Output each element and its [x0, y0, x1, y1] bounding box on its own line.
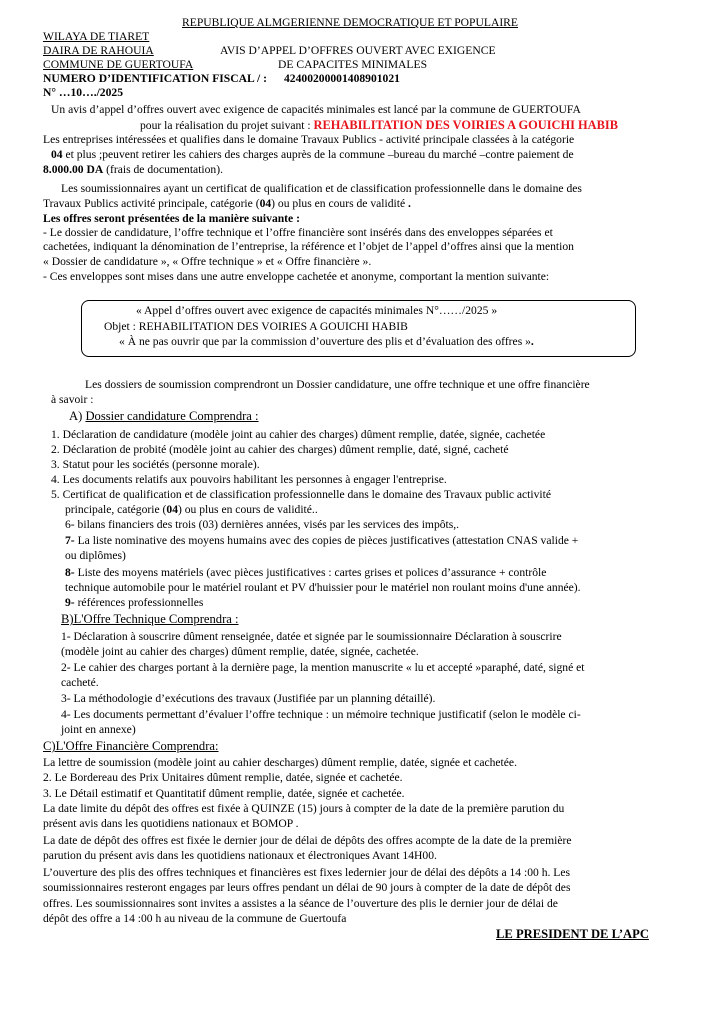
intro-line-1: Un avis d’appel d’offres ouvert avec exigence de capacités minimales est lancé par la commune de GUERTOUFA [51, 103, 581, 116]
section-c-heading: C)L'Offre Financière Comprendra: [43, 739, 219, 753]
republique-heading: REPUBLIQUE ALMGERIENNE DEMOCRATIQUE ET POPULAIRE [182, 16, 518, 29]
item-8-text: Liste des moyens matériels (avec pièces justificatives : cartes grises et polices d’assurance + contrôle [74, 566, 547, 579]
intro-line-7-c: ) ou plus en cours de validité [271, 197, 408, 210]
item-9-text: références professionnelles [74, 596, 204, 609]
section-b-line-7: joint en annexe) [61, 723, 136, 736]
category-number: 04 [51, 148, 63, 161]
section-b-line-2: (modèle joint au cahier des charges) dûment remplie, datée, signée, cachetée. [61, 645, 419, 658]
box-line-3-end: . [530, 335, 534, 348]
section-a-item-5: 5. Certificat de qualification et de classification professionnelle dans le domaine des Travaux public activité [51, 488, 551, 501]
section-c-line-2: 2. Le Bordereau des Prix Unitaires dûment remplie, datée, signée et cachetée. [43, 771, 403, 784]
avis-title-1: AVIS D’APPEL D’OFFRES OUVERT AVEC EXIGENCE [220, 44, 496, 57]
section-a-item-8 [65, 566, 546, 580]
section-a-item-9 [65, 596, 203, 610]
section-a-item-4: 4. Les documents relatifs aux pouvoirs habilitant les personnes à engager l'entreprise. [51, 473, 447, 486]
section-a-item-7 [65, 534, 578, 548]
item-5-l2-a: principale, catégorie ( [65, 503, 167, 516]
section-a-item-5-continued [65, 503, 318, 517]
box-line-2: Objet : REHABILITATION DES VOIRIES A GOUICHI HABIB [104, 320, 408, 333]
section-b-line-1: 1- Déclaration à souscrire dûment renseignée, datée et signée par le soumissionnaire Déclaration à souscrire [61, 630, 562, 643]
section-c-line-5: présent avis dans les quotidiens nationaux et BOMOP . [43, 817, 299, 830]
intro-line-3: Les entreprises intéressées et qualifies dans le domaine Travaux Publics - activité principale classées à la catégorie [43, 133, 575, 146]
section-a-item-3: 3. Statut pour les sociétés (personne morale). [51, 458, 260, 471]
intro-line-7-d: . [408, 197, 411, 210]
project-name: REHABILITATION DES VOIRIES A GOUICHI HABIB [313, 118, 618, 132]
intro-line-9: - Le dossier de candidature, l’offre technique et l’offre financière sont insérés dans des enveloppes séparées et [43, 226, 553, 239]
section-c-line-4: La date limite du dépôt des offres est fixée à QUINZE (15) jours à compter de la date de la première parution du [43, 802, 565, 815]
intro-line-2 [140, 118, 618, 133]
avis-number: N° …10…./2025 [43, 86, 123, 99]
section-c-line-7: parution du présent avis dans les quotidiens nationaux et électroniques Avant 14H00. [43, 849, 437, 862]
box-line-3-text: « À ne pas ouvrir que par la commission d’ouverture des plis et d’évaluation des offres » [119, 335, 531, 348]
section-a-prefix: A) [69, 409, 86, 423]
nif-value: 4240020000140890102​1 [284, 72, 400, 85]
section-c-line-9: soumissionnaires resteront engages par leurs offres pendant un délai de 90 jours à compter de la date de dépôt des [43, 881, 571, 894]
daira-line: DAIRA DE RAHOUIA [43, 44, 154, 57]
section-a-item-1: 1. Déclaration de candidature (modèle joint au cahier des charges) dûment remplie, datée, signée, cachetée [51, 428, 546, 441]
section-a-item-8-continued: technique automobile pour le matériel roulant et PV d'huissier pour le matériel non roulant moins d'une année). [65, 581, 581, 594]
section-c-line-10: offres. Les soumissionnaires sont invites a assistes a la séance de l’ouverture des plis le dernier jour de délai de [43, 897, 558, 910]
section-b-line-5: 3- La méthodologie d’exécutions des travaux (Justifiée par un planning détaillé). [61, 692, 436, 705]
section-a-item-6: 6- bilans financiers des trois (03) dernières années, visés par les services des impôts,. [65, 518, 460, 531]
documentation-fee: 8.000.00 DA [43, 163, 104, 176]
dossiers-line-1: Les dossiers de soumission comprendront un Dossier candidature, une offre technique et une offre financière [85, 378, 590, 391]
nif-label: NUMERO D’IDENTIFICATION FISCAL / : [43, 72, 267, 85]
section-a-item-2: 2. Déclaration de probité (modèle joint au cahier des charges) dûment remplie, daté, signé, cacheté [51, 443, 509, 456]
item-5-l2-b: 04 [166, 503, 178, 516]
item-7-text: La liste nominative des moyens humains avec des copies de pièces justificatives (attestation CNAS valide + [74, 534, 579, 547]
intro-line-12: - Ces enveloppes sont mises dans une autre enveloppe cachetée et anonyme, comportant la mention suivante: [43, 270, 550, 283]
section-a-item-7-continued: ou diplômes) [65, 549, 126, 562]
intro-line-10: cachetées, indiquant la dénomination de l’entreprise, la référence et l’objet de l’appel d’offres ainsi que la mention [43, 240, 574, 253]
wilaya-line: WILAYA DE TIARET [43, 30, 150, 43]
item-5-l2-c: ) ou plus en cours de validité.. [177, 503, 318, 516]
item-9-number: 9- [65, 596, 75, 609]
box-line-1: « Appel d’offres ouvert avec exigence de capacités minimales N°……/2025 » [136, 304, 498, 317]
item-7-number: 7- [65, 534, 75, 547]
section-a-heading [69, 409, 259, 423]
intro-line-4-text: et plus ;peuvent retirer les cahiers des charges auprès de la commune –bureau du marché –contre paiement de [62, 148, 574, 161]
intro-line-5-text: (frais de documentation). [103, 163, 223, 176]
intro-line-2-prefix: pour la réalisation du projet suivant : [140, 119, 314, 132]
presentation-heading: Les offres seront présentées de la manière suivante : [43, 212, 300, 225]
section-a-title: Dossier candidature Comprendra : [85, 409, 259, 423]
box-line-3 [119, 335, 534, 349]
signature: LE PRESIDENT DE L’APC [496, 927, 649, 941]
section-c-line-1: La lettre de soumission (modèle joint au cahier descharges) dûment remplie, datée, signée et cachetée. [43, 756, 517, 769]
section-b-line-4: cacheté. [61, 676, 99, 689]
section-c-line-6: La date de dépôt des offres est fixée le dernier jour de délai de dépôts des offres acompte de la date de la première [43, 834, 572, 847]
section-b-line-3: 2- Le cahier des charges portant à la dernière page, la mention manuscrite « lu et accepté »paraphé, daté, signé et [61, 661, 585, 674]
section-c-line-3: 3. Le Détail estimatif et Quantitatif dûment remplie, datée, signée et cachetée. [43, 787, 405, 800]
commune-line: COMMUNE DE GUERTOUFA [43, 58, 194, 71]
section-c-line-11: dépôt des offre a 14 :00 h au niveau de la commune de Guertoufa [43, 912, 347, 925]
intro-line-7-a: Travaux Publics activité principale, catégorie ( [43, 197, 260, 210]
intro-line-7-category: 04 [259, 197, 272, 210]
avis-title-2: DE CAPACITES MINIMALES [278, 58, 428, 71]
intro-line-4 [51, 148, 574, 162]
intro-line-7 [43, 197, 411, 211]
item-8-number: 8- [65, 566, 75, 579]
intro-line-5 [43, 163, 223, 177]
section-b-line-6: 4- Les documents permettant d’évaluer l’offre technique : un mémoire technique justificatif (selon le modèle ci- [61, 708, 581, 721]
section-c-line-8: L’ouverture des plis des offres techniques et financières est fixes ledernier jour de délai des dépôts a 14 :00 h. Les [43, 866, 571, 879]
dossiers-line-2: à savoir : [51, 393, 94, 406]
intro-line-11: « Dossier de candidature », « Offre technique » et « Offre financière ». [43, 255, 372, 268]
intro-line-6: Les soumissionnaires ayant un certificat de qualification et de classification professionnelle dans le domaine des [61, 182, 582, 195]
section-b-heading: B)L'Offre Technique Comprendra : [61, 612, 239, 626]
